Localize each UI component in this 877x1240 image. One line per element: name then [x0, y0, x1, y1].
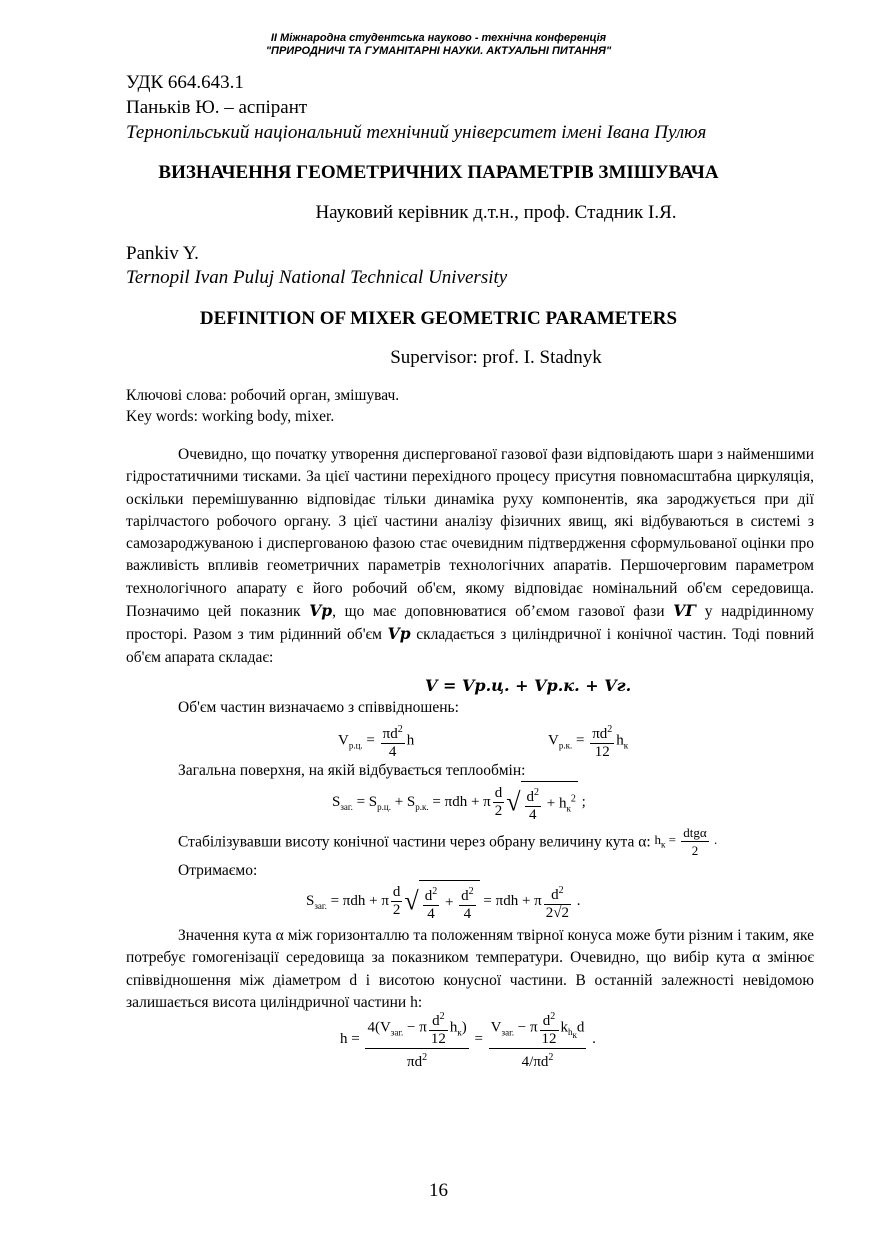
keywords-en: Key words: working body, mixer. — [126, 408, 335, 425]
text-obtain: Отримаємо: — [178, 862, 258, 879]
text-surface: Загальна поверхня, на якій відбувається теплообмін: — [178, 762, 526, 779]
text-volumes: Об'єм частин визначаємо з співвідношень: — [178, 699, 459, 716]
udc-code: УДК 664.643.1 — [126, 72, 244, 93]
formula-vrc: $V_{р.ц.}$ = $\frac{\pi d^2}{4}$ h — [338, 721, 414, 761]
supervisor-ua: Науковий керівник д.т.н., проф. Стадник І.Я. — [315, 202, 677, 223]
formula-surface-result: $S_{заг.} = \pi dh + \pi$ $\frac{d}{2}$ √ $\frac{d^2}{4}$ + $\frac{d^2}{4}$ = πdh + π $\frac{d^2}{2√2}$ . — [306, 880, 580, 923]
formula-surface: $S_{заг.} = S_{р.ц.} + S_{р.к.} = \pi dh + \pi$ $\frac{d}{2}$ √ $\frac{d^2}{4}$ + $h_к^2$ ; — [332, 781, 586, 824]
text-stabilize: Стабілізувавши висоту конічної частини через обрану величину кута α: $h_к$ = $\frac{\text{dtgα}}{2}$ . — [178, 825, 718, 858]
title-en: DEFINITION OF MIXER GEOMETRIC PARAMETERS — [199, 308, 678, 329]
title-ua: ВИЗНАЧЕННЯ ГЕОМЕТРИЧНИХ ПАРАМЕТРІВ ЗМІШУВАЧА — [158, 162, 719, 183]
paragraph-1: Очевидно, що початку утворення диспергованої газової фази відповідають шари з найменшими гідростатичними тисками. За цієї частини перехідного процесу присутня повномасштабна циркуляція, оскільки перемішуванню відповідає тільки динаміка руху компонентів, яка зароджується при дії тарілчастого робочого органу. З цієї частини аналізу фізичних явищ, які відбуваються в системі з самозароджуваною і диспергованою фазою стає очевидним підтвердження сформульованої оцінки про важливість впливів геометричних параметрів технологічних апаратів. Першочерговим параметром технологічного апарату є його робочий об'єм, якому відповідає номінальний об'єм середовища. Позначимо цей показник Vр, що має доповнюватися об’ємом газової фази VГ у надрідинному просторі. Разом з тим рідинний об'єм Vр складається з циліндричної і конічної частин. Тоді повний об'єм апарата складає: — [126, 446, 815, 666]
supervisor-en: Supervisor: prof. I. Stadnyk — [390, 347, 602, 368]
symbol-vp: Vр — [309, 601, 333, 621]
author-en: Pankiv Y. — [126, 243, 199, 264]
conference-header-line1: II Міжнародна студентська науково - технічна конференція — [270, 32, 607, 44]
keywords-ua: Ключові слова: робочий орган, змішувач. — [126, 387, 400, 404]
conference-header-line2: "ПРИРОДНИЧІ ТА ГУМАНІТАРНІ НАУКИ. АКТУАЛЬНІ ПИТАННЯ" — [265, 45, 612, 57]
symbol-vp2: Vр — [387, 624, 411, 644]
paragraph-2: Значення кута α між горизонталлю та положенням твірної конуса може бути різним і таким, яке потребує гомогенізації середовища за показником температури. Очевидно, що вибір кута α змінює співвідношення між діаметром d і висотою конусної частини. В останній залежності невідомою залишається висота циліндричної частини h: — [126, 927, 814, 1011]
formula-hk: $h_к$ = $\frac{\text{dtgα}}{2}$ . — [654, 825, 718, 858]
formula-height: h = $4(V_{заг.} - \pi$ $\frac{d^2}{12}$ $h_к$) $\pi d^2$ = $V_{заг.} - \pi$ $\frac{d^2}{12}$ $k_{h_к}d$ $4/\pi d^2$ . — [340, 1008, 596, 1071]
affiliation-ua: Тернопільський національний технічний університет імені Івана Пулюя — [126, 122, 707, 143]
affiliation-en: Ternopil Ivan Puluj National Technical University — [126, 267, 508, 288]
author-ua: Паньків Ю. – аспірант — [126, 97, 308, 118]
equation-total-volume: V = Vр.ц. + Vр.к. + Vг. — [425, 676, 632, 695]
symbol-vg: VГ — [673, 601, 697, 621]
formula-vrk: $V_{р.к.}$ = $\frac{\pi d^2}{12}$ $h_к$ — [548, 721, 628, 761]
page-number: 16 — [429, 1180, 448, 1201]
